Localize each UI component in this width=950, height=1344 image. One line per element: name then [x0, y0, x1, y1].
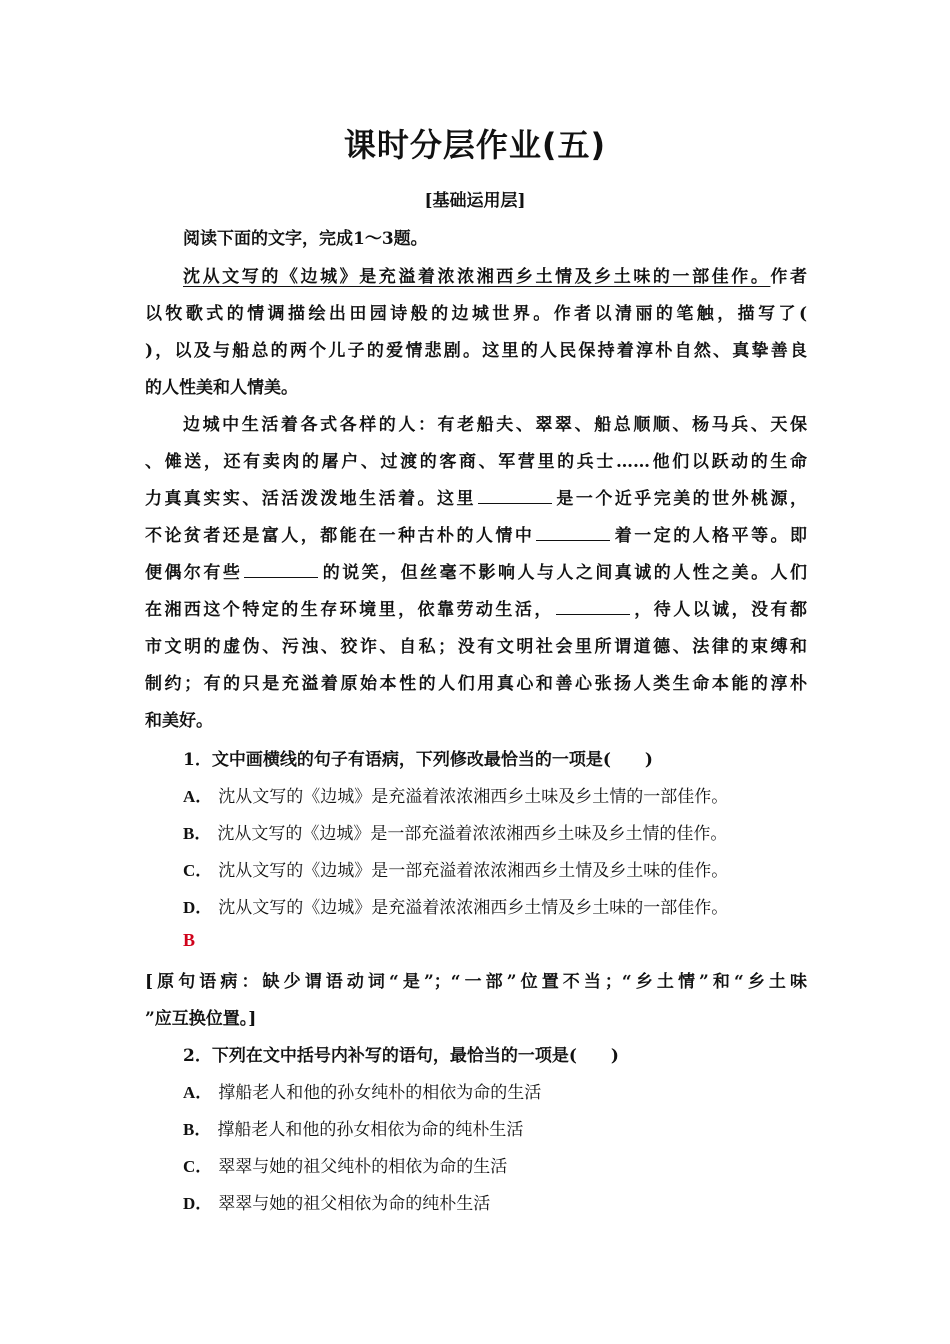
- section-heading: [基础运用层]: [424, 191, 526, 211]
- q2-option-c: C． 翠翠与她的祖父纯朴的相依为命的生活: [183, 1157, 508, 1177]
- fill-blank: [556, 598, 630, 615]
- passage-line: 市文明的虚伪、污浊、狡诈、自私；没有文明社会里所谓道德、法律的束缚和: [145, 637, 807, 657]
- passage-line: 以牧歌式的情调描绘出田园诗般的边城世界。作者以清丽的笔触，描写了(: [145, 304, 807, 324]
- passage-line: 力真真实实、活活泼泼地生活着。这里 是一个近乎完美的世外桃源，: [145, 489, 808, 509]
- passage-line: 便偶尔有些 的说笑，但丝毫不影响人与人之间真诚的人性之美。人们: [145, 563, 808, 583]
- passage-line: 沈从文写的《边城》是充溢着浓浓湘西乡土情及乡土味的一部佳作。作者: [183, 267, 808, 287]
- fill-blank: [244, 561, 318, 578]
- q2-option-d: D． 翠翠与她的祖父相依为命的纯朴生活: [183, 1194, 491, 1214]
- q2-option-b: B． 撑船老人和他的孙女相依为命的纯朴生活: [183, 1120, 524, 1140]
- q1-option-a: A． 沈从文写的《边城》是充溢着浓浓湘西乡土味及乡土情的一部佳作。: [183, 787, 729, 807]
- q1-explanation: [原句语病：缺少谓语动词“是”；“一部”位置不当；“乡土情”和“乡土味: [145, 972, 807, 992]
- passage-line: 不论贫者还是富人，都能在一种古朴的人情中 着一定的人格平等。即: [145, 526, 808, 546]
- passage-line: 在湘西这个特定的生存环境里，依靠劳动生活， ，待人以诚，没有都: [145, 600, 808, 620]
- passage-line: 、傩送，还有卖肉的屠户、过渡的客商、军营里的兵士……他们以跃动的生命: [145, 452, 807, 472]
- q2-option-a: A． 撑船老人和他的孙女纯朴的相依为命的生活: [183, 1083, 542, 1103]
- fill-blank: [478, 487, 552, 504]
- q1-explanation: ”应互换位置。]: [145, 1009, 257, 1029]
- q1-option-b: B． 沈从文写的《边城》是一部充溢着浓浓湘西乡土味及乡土情的佳作。: [183, 824, 728, 844]
- question-2-stem: 2．下列在文中括号内补写的语句，最恰当的一项是( ): [183, 1046, 619, 1066]
- question-1-stem: 1．文中画横线的句子有语病，下列修改最恰当的一项是( ): [183, 750, 653, 770]
- passage-line: 制约；有的只是充溢着原始本性的人们用真心和善心张扬人类生命本能的淳朴: [145, 674, 807, 694]
- underlined-sentence: 沈从文写的《边城》是充溢着浓浓湘西乡土情及乡土味的一部佳作。: [183, 267, 771, 287]
- passage-line: 和美好。: [145, 711, 213, 731]
- q1-option-c: C． 沈从文写的《边城》是一部充溢着浓浓湘西乡土情及乡土味的佳作。: [183, 861, 729, 881]
- q1-answer: B: [183, 930, 196, 950]
- instruction: 阅读下面的文字，完成1～3题。: [183, 229, 428, 249]
- passage-line: 的人性美和人情美。: [145, 378, 298, 398]
- passage-line: )，以及与船总的两个儿子的爱情悲剧。这里的人民保持着淳朴自然、真挚善良: [145, 341, 807, 361]
- page-title: 课时分层作业(五): [343, 126, 607, 164]
- passage-line: 边城中生活着各式各样的人：有老船夫、翠翠、船总顺顺、杨马兵、天保: [183, 415, 807, 435]
- q1-option-d: D． 沈从文写的《边城》是充溢着浓浓湘西乡土情及乡土味的一部佳作。: [183, 898, 729, 918]
- fill-blank: [536, 524, 610, 541]
